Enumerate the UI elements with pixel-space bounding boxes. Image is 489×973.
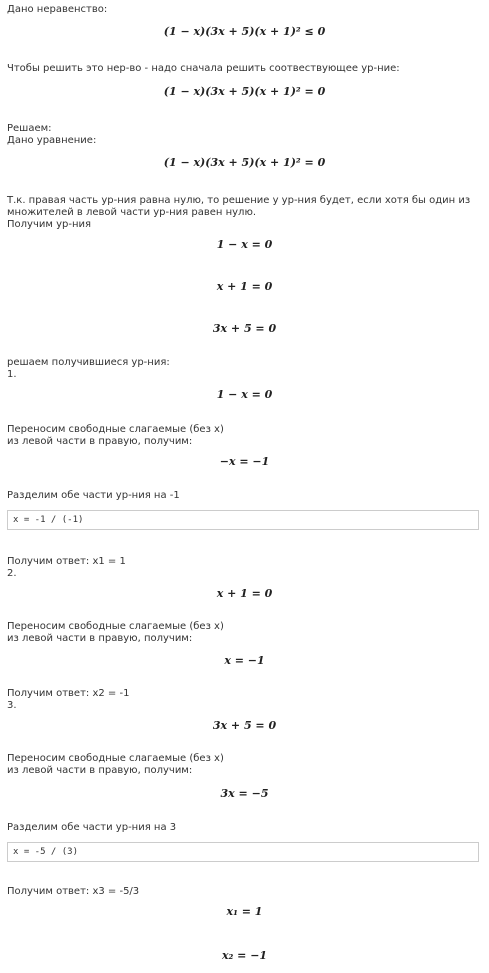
explanation-line-1: Т.к. правая часть ур-ния равна нулю, то решение у ур-ния будет, если хотя бы один из: [7, 195, 471, 206]
step3-moved-equation: 3x = −5: [220, 787, 269, 800]
explanation-line-2: множителей в левой части ур-ния равен нулю.: [7, 207, 257, 218]
solve-label: Решаем:: [7, 123, 52, 134]
step1-code-box: x = -1 / (-1): [7, 510, 479, 530]
step2-equation: x + 1 = 0: [216, 587, 273, 600]
step3-divide-label: Разделим обе части ур-ния на 3: [7, 822, 177, 833]
step-number-1: 1.: [7, 369, 17, 380]
root-formula-1: x₁ = 1: [226, 905, 263, 918]
factor-formula-3: 3x + 5 = 0: [212, 322, 277, 335]
step1-divide-label: Разделим обе части ур-ния на -1: [7, 490, 180, 501]
equation-formula-2: (1 − x)(3x + 5)(x + 1)² = 0: [163, 156, 326, 169]
step1-equation: 1 − x = 0: [216, 388, 273, 401]
step3-equation: 3x + 5 = 0: [212, 719, 277, 732]
intro-text: Дано неравенство:: [7, 4, 108, 15]
factor-formula-2: x + 1 = 0: [216, 280, 273, 293]
step3-code-box: x = -5 / (3): [7, 842, 479, 862]
step1-moved-equation: −x = −1: [219, 455, 270, 468]
step3-move-line-1: Переносим свободные слагаемые (без x): [7, 753, 224, 764]
step1-move-line-2: из левой части в правую, получим:: [7, 436, 193, 447]
equation-formula-1: (1 − x)(3x + 5)(x + 1)² = 0: [163, 85, 326, 98]
inequality-formula: (1 − x)(3x + 5)(x + 1)² ≤ 0: [163, 25, 326, 38]
step-number-2: 2.: [7, 568, 17, 579]
step1-answer: Получим ответ: x1 = 1: [7, 556, 126, 567]
root-formula-2: x₂ = −1: [221, 949, 268, 962]
step-number-3: 3.: [7, 700, 17, 711]
step2-answer: Получим ответ: x2 = -1: [7, 688, 130, 699]
step3-move-line-2: из левой части в правую, получим:: [7, 765, 193, 776]
step-solve-text: Чтобы решить это нер-во - надо сначала решить соотвествующее ур-ние:: [7, 63, 400, 74]
step2-move-line-2: из левой части в правую, получим:: [7, 633, 193, 644]
step2-move-line-1: Переносим свободные слагаемые (без x): [7, 621, 224, 632]
get-equations-label: Получим ур-ния: [7, 219, 92, 230]
step1-move-line-1: Переносим свободные слагаемые (без x): [7, 424, 224, 435]
step2-moved-equation: x = −1: [224, 654, 265, 667]
given-equation-label: Дано уравнение:: [7, 135, 97, 146]
solve-got-label: решаем получившиеся ур-ния:: [7, 357, 170, 368]
factor-formula-1: 1 − x = 0: [216, 238, 273, 251]
step3-answer: Получим ответ: x3 = -5/3: [7, 886, 140, 897]
